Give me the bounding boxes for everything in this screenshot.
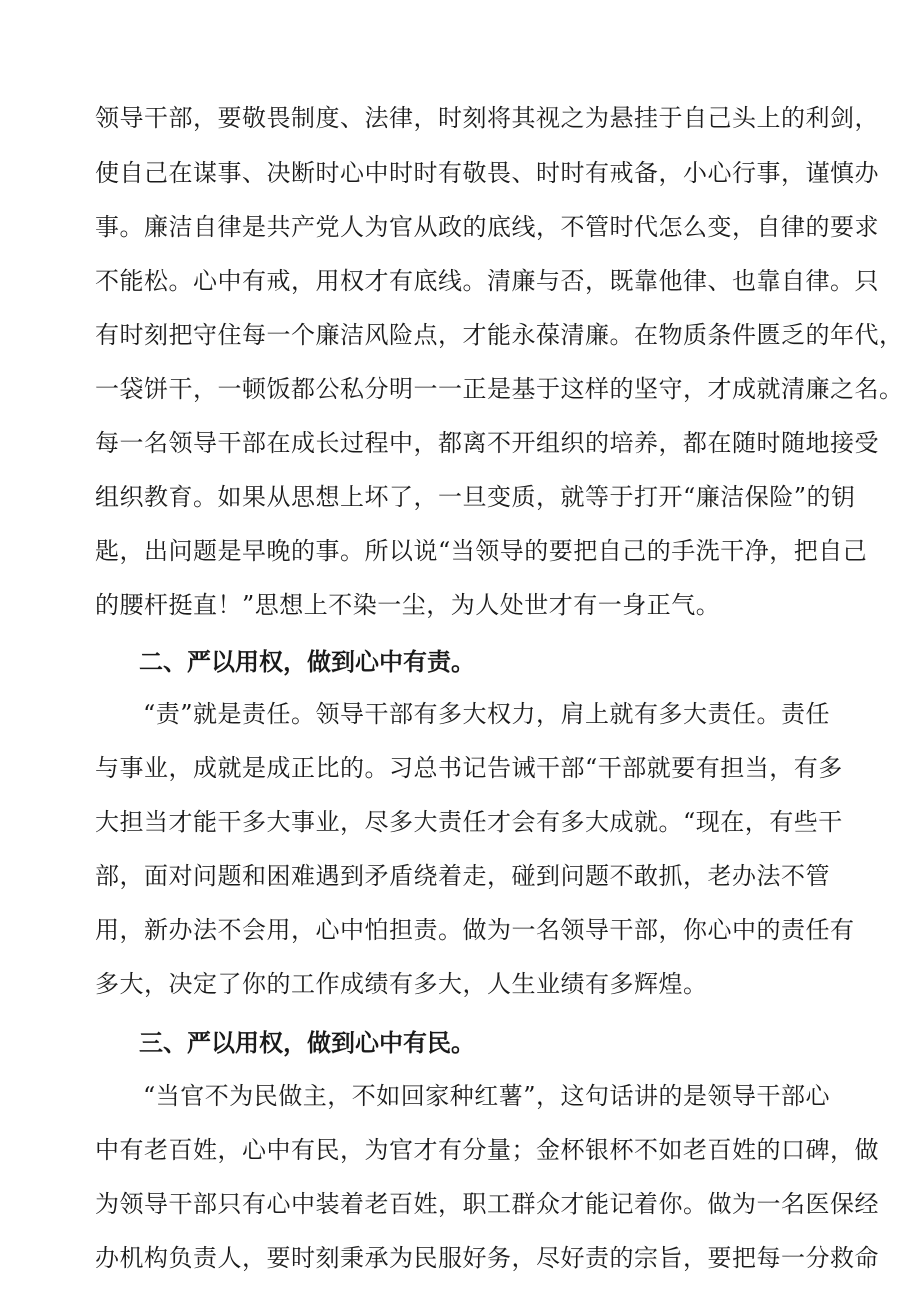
text-line: 为领导干部只有心中装着老百姓，职工群众才能记着你。做为一名医保经 [95,1190,879,1218]
text-line: 中有老百姓，心中有民，为官才有分量；金杯银杯不如老百姓的口碑，做 [95,1136,879,1164]
text-line: 匙，出问题是早晚的事。所以说“当领导的要把自己的手洗干净，把自己 [95,537,868,565]
text-line: 组织教育。如果从思想上坏了，一旦变质，就等于打开“廉洁保险”的钥 [95,483,856,511]
text-line: 领导干部，要敬畏制度、法律，时刻将其视之为悬挂于自己头上的利剑， [95,104,879,132]
text-line: 有时刻把守住每一个廉洁风险点，才能永葆清廉。在物质条件匮乏的年代， [95,321,904,349]
text-line: 事。廉洁自律是共产党人为官从政的底线，不管时代怎么变，自律的要求 [95,213,879,241]
text-line: 与事业，成就是成正比的。习总书记告诫干部“干部就要有担当，有多 [95,754,843,782]
text-line: “当官不为民做主，不如回家种红薯”，这句话讲的是领导干部心 [143,1082,831,1110]
text-line: 使自己在谋事、决断时心中时时有敬畏、时时有戒备，小心行事，谨慎办 [95,159,879,187]
text-line: 一袋饼干，一顿饭都公私分明一一正是基于这样的坚守，才成就清廉之名。 [95,375,904,403]
text-line: 不能松。心中有戒，用权才有底线。清廉与否，既靠他律、也靠自律。只 [95,267,879,295]
text-line: 的腰杆挺直！”思想上不染一尘，为人处世才有一身正气。 [95,591,721,619]
text-line: 办机构负责人，要时刻秉承为民服好务，尽好责的宗旨，要把每一分救命 [95,1244,879,1272]
text-line: “责”就是责任。领导干部有多大权力，肩上就有多大责任。责任 [143,700,831,728]
section-heading: 二、严以用权，做到心中有责。 [139,648,475,676]
text-line: 每一名领导干部在成长过程中，都离不开组织的培养，都在随时随地接受 [95,429,879,457]
text-line: 多大，决定了你的工作成绩有多大，人生业绩有多辉煌。 [95,970,708,998]
text-line: 大担当才能干多大事业，尽多大责任才会有多大成就。“现在，有些干 [95,808,843,836]
text-line: 用，新办法不会用，心中怕担责。做为一名领导干部，你心中的责任有 [95,916,855,944]
text-line: 部，面对问题和困难遇到矛盾绕着走，碰到问题不敢抓，老办法不管 [95,862,830,890]
section-heading: 三、严以用权，做到心中有民。 [139,1029,475,1057]
